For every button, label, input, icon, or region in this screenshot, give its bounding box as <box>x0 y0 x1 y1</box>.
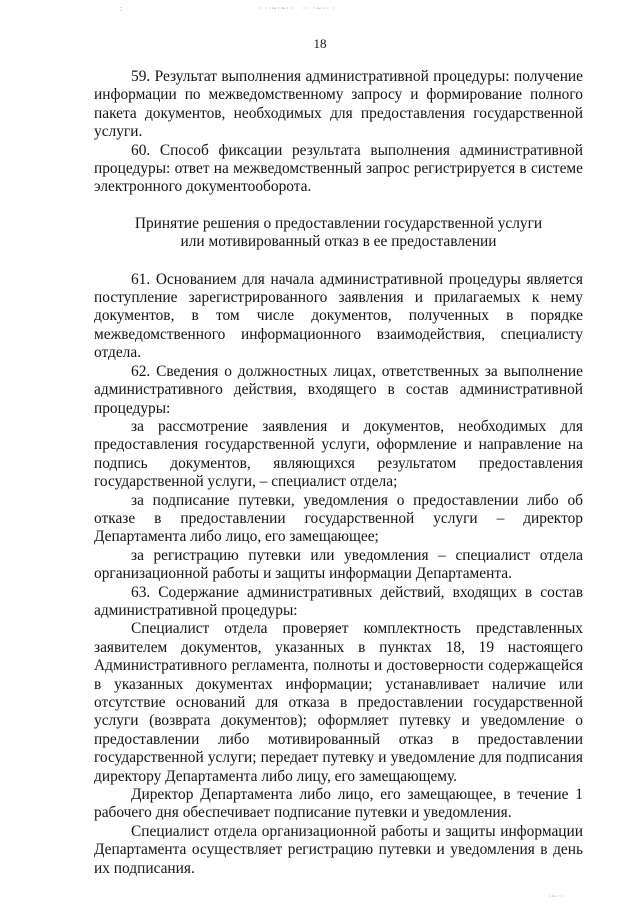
paragraph-59: 59. Результат выполнения административной процедуры: получение информации по межведомственному запросу и формирование полного пакета документов, необходимых для предоставления государственной услуги. <box>94 68 583 141</box>
list-item-signing: за подписание путевки, уведомления о предоставлении либо об отказе в предоставлении государственной услуги – директор Департамента либо лицо, его замещающее; <box>94 491 583 546</box>
paragraph-specialist-check: Специалист отдела проверяет комплектность представленных заявителем документов, указанных в пунктах 18, 19 настоящего Административного регламента, полноты и достоверности содержащейся в указанных документах информации; устанавливает наличие или отсутствие оснований для отказа в предоставлении государственной услуги (возврата документов); оформляет путевку и уведомление о предоставлении либо мотивированный отказ в предоставлении государственной услуги; передает путевку и уведомление для подписания директору Департамента либо лицу, его замещающему. <box>94 620 583 785</box>
section-heading-line-2: или мотивированный отказ в ее предоставлении <box>180 233 497 251</box>
page-number: 18 <box>313 36 327 51</box>
paragraph-63: 63. Содержание административных действий, входящих в состав административной процедуры: <box>94 583 583 619</box>
paragraph-62: 62. Сведения о должностных лицах, ответственных за выполнение административного действия, входящего в состав административной процедуры: <box>94 362 583 417</box>
paragraph-60: 60. Способ фиксации результата выполнения административной процедуры: ответ на межведомственный запрос регистрируется в системе электронного документооборота. <box>94 141 583 196</box>
paragraph-director-signing: Директор Департамента либо лицо, его замещающее, в течение 1 рабочего дня обеспечивает подписание путевки и уведомления. <box>94 786 583 822</box>
section-heading-line-1: Принятие решения о предоставлении государственной услуги <box>134 214 543 232</box>
scan-artifact-top: · ··~·~·· ·· ·~·· · <box>258 4 336 13</box>
section-heading <box>94 215 583 252</box>
paragraph-61: 61. Основанием для начала административной процедуры является поступление зарегистрированного заявления и прилагаемых к нему документов, в том числе документов, полученных в порядке межведомственного информационного взаимодействия, специалисту отдела. <box>94 270 583 362</box>
scan-artifact-bottom: ·~·· <box>548 892 565 901</box>
list-item-review: за рассмотрение заявления и документов, необходимых для предоставления государственной услуги, оформление и направление на подпись документов, являющихся результатом предоставления государственной услуги, – специалист отдела; <box>94 417 583 491</box>
document-body <box>94 68 583 878</box>
scan-artifact-left: : <box>120 4 124 13</box>
paragraph-registration: Специалист отдела организационной работы и защиты информации Департамента осуществляет регистрацию путевки и уведомления в день их подписания. <box>94 822 583 877</box>
list-item-registration: за регистрацию путевки или уведомления – специалист отдела организационной работы и защиты информации Департамента. <box>94 546 583 583</box>
